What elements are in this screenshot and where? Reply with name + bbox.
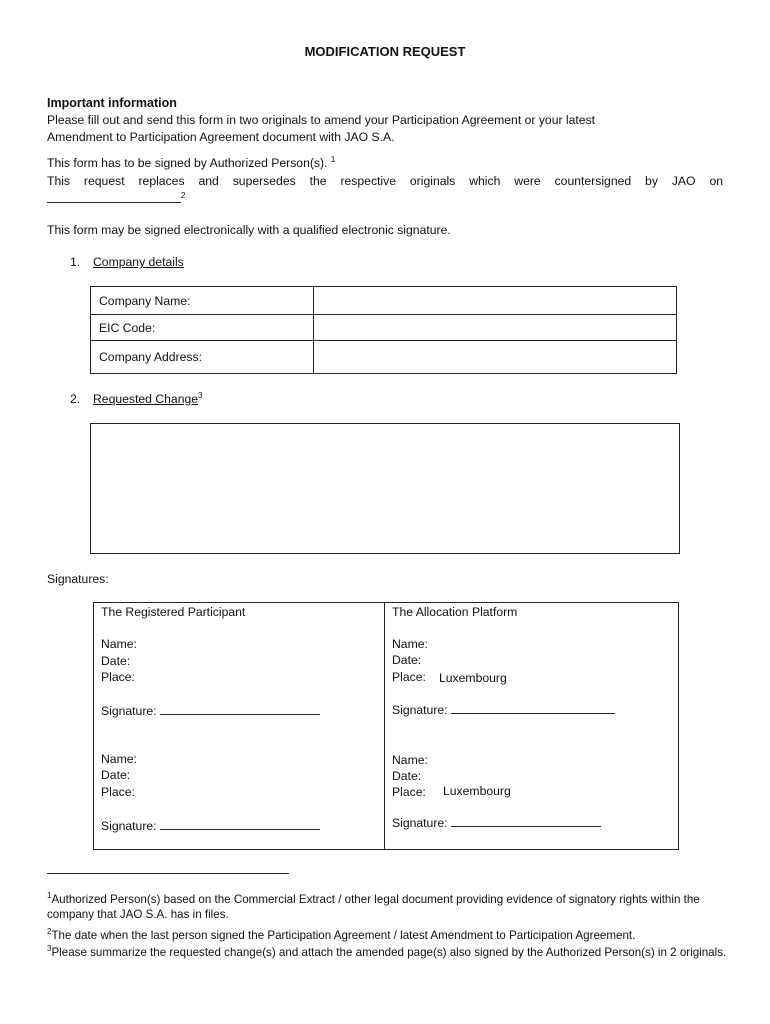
- footnote-ref-3: 3: [198, 390, 203, 400]
- section-1-heading: Company details: [93, 255, 184, 269]
- company-address-label: Company Address:: [91, 341, 314, 374]
- signed-by-label: This form has to be signed by Authorized Person(s).: [47, 156, 328, 170]
- footnote-2-mark: 2: [47, 927, 52, 937]
- footnote-3: [47, 945, 727, 960]
- left-date-label-1: Date:: [101, 654, 131, 668]
- right-signature-line-1[interactable]: [451, 701, 615, 714]
- replaces-text: This request replaces and supersedes the respective originals which were countersigned by JAO on: [47, 174, 723, 188]
- page-title: MODIFICATION REQUEST: [304, 44, 466, 59]
- footnote-1: [47, 892, 727, 922]
- footnote-2-text: The date when the last person signed the Participation Agreement / latest Amendment to Participation Agreement.: [51, 929, 636, 942]
- right-signature-label-2: Signature:: [392, 816, 448, 830]
- signed-by-text: [47, 155, 723, 171]
- left-signature-line-2[interactable]: [160, 817, 320, 830]
- left-place-label-2: Place:: [101, 785, 135, 799]
- right-place-value-2: Luxembourg: [443, 784, 511, 798]
- right-signature-label-1: Signature:: [392, 703, 448, 717]
- right-signature-2: [392, 814, 601, 831]
- right-place-label-2: Place:: [392, 785, 426, 799]
- right-name-label-1: Name:: [392, 637, 428, 651]
- company-address-field[interactable]: [314, 341, 677, 374]
- section-2-heading: Requested Change: [93, 392, 199, 406]
- footnote-3-text: Please summarize the requested change(s) and attach the amended page(s) also signed by the Authorized Person(s) in 2 originals.: [51, 946, 727, 959]
- table-row: [91, 315, 677, 341]
- footnote-1-mark: 1: [47, 891, 52, 901]
- electronic-signature-text: This form may be signed electronically with a qualified electronic signature.: [47, 223, 451, 237]
- footnote-ref-1: 1: [330, 154, 336, 164]
- left-signature-line-1[interactable]: [160, 702, 320, 715]
- footnote-2: [47, 928, 727, 943]
- countersign-date-blank: [47, 190, 185, 207]
- left-signature-label-1: Signature:: [101, 704, 157, 718]
- instruction-line-1: Please fill out and send this form in two originals to amend your Participation Agreement or your latest: [47, 113, 596, 127]
- company-name-field[interactable]: [314, 287, 677, 315]
- section-1-number: 1.: [70, 255, 81, 269]
- eic-code-label: EIC Code:: [91, 315, 314, 341]
- table-row: [91, 287, 677, 315]
- section-2-heading-wrap: [93, 391, 202, 407]
- table-row: [91, 341, 677, 374]
- signature-table: [93, 602, 679, 850]
- right-place-label-1: Place:: [392, 670, 426, 684]
- right-date-label-2: Date:: [392, 769, 422, 783]
- left-place-label-1: Place:: [101, 670, 135, 684]
- company-details-table: [90, 286, 677, 374]
- footnote-ref-2: 2: [181, 190, 186, 200]
- right-signature-line-2[interactable]: [451, 814, 601, 827]
- left-signature-1: [101, 702, 320, 719]
- eic-code-field[interactable]: [314, 315, 677, 341]
- company-name-label: Company Name:: [91, 287, 314, 315]
- right-date-label-1: Date:: [392, 653, 422, 667]
- important-information-heading: Important information: [47, 96, 177, 110]
- right-signature-1: [392, 701, 615, 718]
- left-signature-label-2: Signature:: [101, 819, 157, 833]
- left-signature-2: [101, 817, 320, 834]
- left-name-label-1: Name:: [101, 637, 137, 651]
- footnote-3-mark: 3: [47, 944, 52, 954]
- section-2-number: 2.: [70, 392, 81, 406]
- footnote-1-text: Authorized Person(s) based on the Commercial Extract / other legal document providing evidence of signatory rights within the company that JAO S.A. has in files.: [47, 893, 700, 921]
- countersign-date-line: [47, 190, 181, 203]
- footnote-separator: [47, 873, 289, 874]
- right-place-value-1: Luxembourg: [439, 671, 507, 685]
- registered-participant-heading: The Registered Participant: [101, 605, 246, 619]
- signatures-label: Signatures:: [47, 572, 109, 586]
- left-name-label-2: Name:: [101, 752, 137, 766]
- signature-table-divider: [384, 602, 385, 850]
- instruction-line-2: Amendment to Participation Agreement document with JAO S.A.: [47, 130, 395, 144]
- allocation-platform-heading: The Allocation Platform: [392, 605, 518, 619]
- requested-change-field[interactable]: [90, 423, 680, 554]
- right-name-label-2: Name:: [392, 753, 428, 767]
- left-date-label-2: Date:: [101, 768, 131, 782]
